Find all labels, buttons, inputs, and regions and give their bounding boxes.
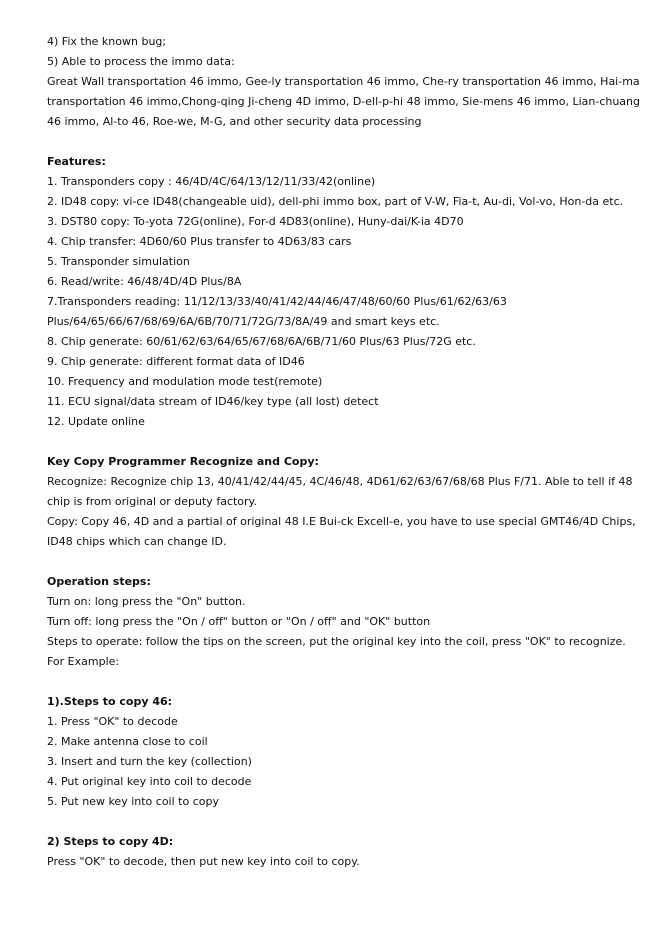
feature-item: 11. ECU signal/data stream of ID46/key type (all lost) detect [47,395,379,408]
section-spacer [47,552,647,572]
copy-46-section [47,692,647,812]
operation-line: For Example: [47,655,120,668]
section-spacer [47,432,647,452]
recognize-heading: Key Copy Programmer Recognize and Copy: [47,455,319,468]
feature-item: 9. Chip generate: different format data of ID46 [47,355,305,368]
intro-section [47,32,647,132]
recognize-line: chip is from original or deputy factory. [47,495,257,508]
section-spacer [47,132,647,152]
feature-item: 4. Chip transfer: 4D60/60 Plus transfer to 4D63/83 cars [47,235,352,248]
document-page [47,32,647,872]
feature-item: 6. Read/write: 46/48/4D/4D Plus/8A [47,275,242,288]
immo-paragraph-line: 46 immo, Al-to 46, Roe-we, M-G, and other security data processing [47,115,422,128]
copy-46-heading: 1).Steps to copy 46: [47,695,173,708]
feature-item: 7.Transponders reading: 11/12/13/33/40/41/42/44/46/47/48/60/60 Plus/61/62/63/63 [47,295,507,308]
feature-item: 1. Transponders copy : 46/4D/4C/64/13/12/11/33/42(online) [47,175,376,188]
copy-46-step: 1. Press "OK" to decode [47,715,178,728]
copy-46-step: 4. Put original key into coil to decode [47,775,252,788]
immo-paragraph-line: Great Wall transportation 46 immo, Gee-ly transportation 46 immo, Che-ry transportation 46 immo, Hai-ma [47,75,640,88]
copy-46-step: 3. Insert and turn the key (collection) [47,755,252,768]
features-heading: Features: [47,155,106,168]
copy-4d-heading: 2) Steps to copy 4D: [47,835,174,848]
feature-item: 12. Update online [47,415,145,428]
immo-paragraph-line: transportation 46 immo,Chong-qing Ji-cheng 4D immo, D-ell-p-hi 48 immo, Sie-mens 46 immo, Lian-chuang [47,95,641,108]
copy-46-step: 5. Put new key into coil to copy [47,795,219,808]
recognize-line: ID48 chips which can change ID. [47,535,227,548]
feature-item: 10. Frequency and modulation mode test(remote) [47,375,323,388]
feature-item: Plus/64/65/66/67/68/69/6A/6B/70/71/72G/73/8A/49 and smart keys etc. [47,315,440,328]
feature-item: 3. DST80 copy: To-yota 72G(online), For-d 4D83(online), Huny-dai/K-ia 4D70 [47,215,464,228]
operation-line: Steps to operate: follow the tips on the screen, put the original key into the coil, press "OK" to recognize. [47,635,626,648]
intro-line: 4) Fix the known bug; [47,35,167,48]
recognize-section [47,452,647,552]
feature-item: 2. ID48 copy: vi-ce ID48(changeable uid), dell-phi immo box, part of V-W, Fia-t, Au-di, Vol-vo, Hon-da etc. [47,195,624,208]
operation-line: Turn off: long press the "On / off" button or "On / off" and "OK" button [47,615,431,628]
copy-4d-line: Press "OK" to decode, then put new key into coil to copy. [47,855,360,868]
section-spacer [47,672,647,692]
recognize-line: Recognize: Recognize chip 13, 40/41/42/44/45, 4C/46/48, 4D61/62/63/67/68/68 Plus F/71. Able to tell if 48 [47,475,633,488]
operation-heading: Operation steps: [47,575,151,588]
features-section [47,152,647,432]
copy-46-step: 2. Make antenna close to coil [47,735,208,748]
operation-line: Turn on: long press the "On" button. [47,595,246,608]
copy-4d-section [47,832,647,872]
section-spacer [47,812,647,832]
operation-section [47,572,647,672]
feature-item: 5. Transponder simulation [47,255,190,268]
recognize-line: Copy: Copy 46, 4D and a partial of original 48 I.E Bui-ck Excell-e, you have to use special GMT46/4D Chips, [47,515,636,528]
intro-line: 5) Able to process the immo data: [47,55,235,68]
feature-item: 8. Chip generate: 60/61/62/63/64/65/67/68/6A/6B/71/60 Plus/63 Plus/72G etc. [47,335,476,348]
